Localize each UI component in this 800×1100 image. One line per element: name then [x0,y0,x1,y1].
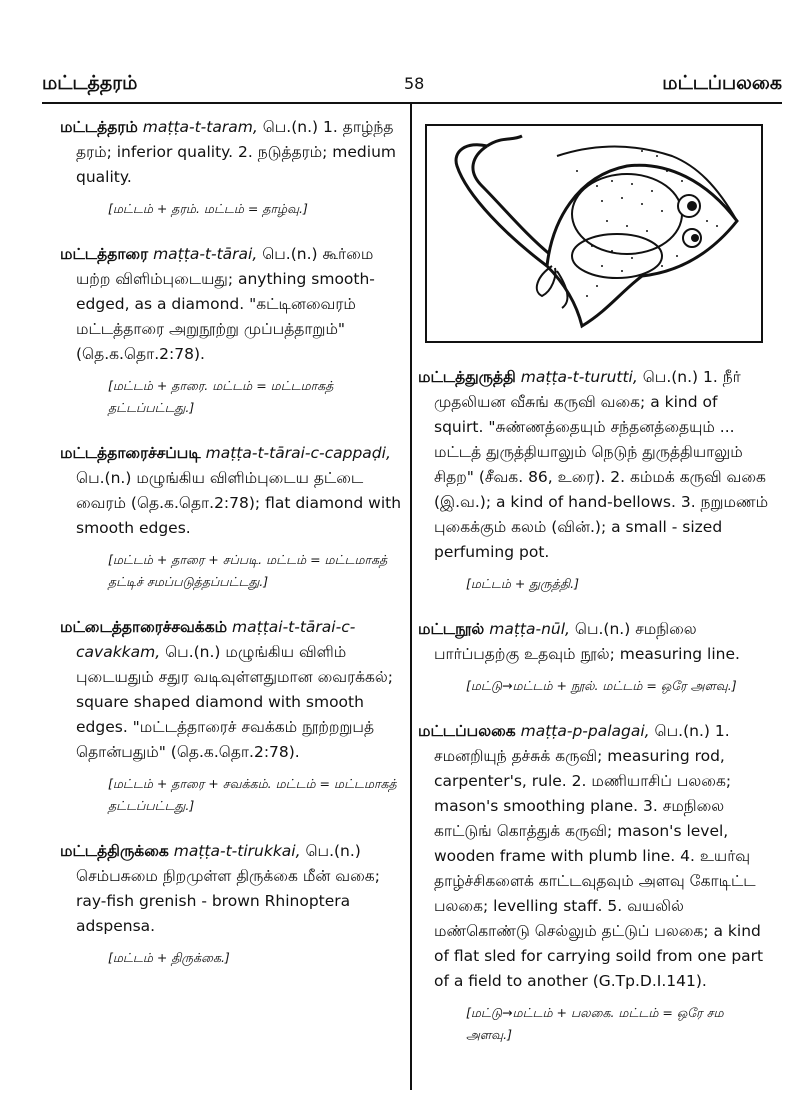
headword: மட்டத்தரம் [60,118,138,136]
headword: மட்டத்திருக்கை [60,842,169,860]
transliteration: maṭṭa-t-taram, [142,118,258,136]
etymology: [மட்டு→மட்டம் + நூல். மட்டம் = ஒரே அளவு.] [466,678,737,693]
left-column [60,115,408,991]
headword: மட்டத்தாரை [60,245,149,263]
dictionary-entry [60,615,408,765]
part-of-speech: பெ.(n.) [305,842,361,860]
definition: செம்பசுமை நிறமுள்ள திருக்கை மீன் வகை; ray-fish grenish - brown Rhinoptera adspensa. [76,867,380,935]
dictionary-entry [418,365,770,565]
column-divider [410,103,412,1090]
headword: மட்டப்பலகை [418,722,516,740]
header-rule [42,102,782,104]
etymology: [மட்டு→மட்டம் + பலகை. மட்டம் = ஒரே சம அளவு.] [466,1005,724,1042]
etymology: [மட்டம் + திருக்கை.] [108,950,230,965]
dictionary-entry [60,839,408,939]
part-of-speech: பெ.(n.) [642,368,699,386]
headword: மட்டநூல் [418,620,485,638]
dictionary-entry [418,719,770,994]
right-column [418,365,770,1068]
definition: மழுங்கிய விளிம்புடைய தட்டை வைரம் (தெ.க.தொ.2:78); flat diamond with smooth edges. [76,469,402,537]
etymology: [மட்டம் + தரம். மட்டம் = தாழ்வு.] [108,201,308,216]
part-of-speech: பெ.(n.) [574,620,631,638]
dictionary-entry [60,115,408,190]
header-left-guideword: மட்டத்தரம் [42,72,138,94]
part-of-speech: பெ.(n.) [76,469,132,487]
definition: 1. நீர் முதலியன வீசுங் கருவி வகை; a kind of squirt. "சுண்ணத்தையும் சந்தனத்தையும் ... மட்டத் துருத்தியாலும் நெடுந் துருத்தியாலும் சிதற" (சீவக. 86, உரை). 2. கம்மக் கருவி வகை (இ.வ.); a kind of hand-bellows. 3. நறுமணம் புகைக்கும் கலம் (வின்.); a small - sized perfuming pot. [434,368,769,561]
etymology: [மட்டம் + தாரை + சப்படி. மட்டம் = மட்டமாகத் தட்டிச் சமப்படுத்தப்பட்டது.] [108,552,388,589]
headword: மட்டத்தாரைச்சப்படி [60,444,201,462]
page-number: 58 [404,74,425,93]
headword: மட்டைத்தாரைச்சவக்கம் [60,618,228,636]
part-of-speech: பெ.(n.) [165,643,221,661]
definition: சமநிலை பார்ப்பதற்கு உதவும் நூல்; measuring line. [434,620,740,663]
etymology: [மட்டம் + துருத்தி.] [466,576,579,591]
headword: மட்டத்துருத்தி [418,368,516,386]
part-of-speech: பெ.(n.) [654,722,710,740]
definition: 1. சமனறியுந் தச்சுக் கருவி; measuring rod, carpenter's, rule. 2. மணியாசிப் பலகை; mason's smoothing plane. 3. சமநிலை காட்டுங் கொத்துக் கருவி; mason's level, wooden frame with plumb line. 4. உயர்வு தாழ்ச்சிகளைக் காட்டவுதவும் அளவு கோடிட்ட பலகை; levelling staff. 5. வயலில் மண்கொண்டு செல்லும் தட்டுப் பலகை; a kind of flat sled for carrying soild from one part of a field to another (G.Tp.D.I.141). [434,722,764,990]
transliteration: maṭṭai-t-tārai-c-cavakkam, [76,618,356,661]
ray-fish-illustration [425,124,763,343]
transliteration: maṭṭa-t-tirukkai, [173,842,301,860]
part-of-speech: பெ.(n.) [262,245,318,263]
definition: மழுங்கிய விளிம் புடையதும் சதுர வடிவுள்ளதுமான வைரக்கல்; square shaped diamond with smooth edges. "மட்டத்தாரைச் சவக்கம் நூற்றறுபத் தொன்பதும்" (தெ.க.தொ.2:78). [76,643,394,761]
dictionary-entry [418,617,770,667]
page-header [42,72,782,106]
transliteration: maṭṭa-t-tārai-c-cappaḍi, [205,444,391,462]
dictionary-entry [60,242,408,367]
transliteration: maṭṭa-t-turutti, [520,368,638,386]
etymology: [மட்டம் + தாரை. மட்டம் = மட்டமாகத் தட்டப்பட்டது.] [108,378,334,415]
part-of-speech: பெ.(n.) [262,118,319,136]
dictionary-entry [60,441,408,541]
ray-fish-drawing [427,126,761,341]
transliteration: maṭṭa-t-tārai, [153,245,258,263]
definition: 1. தாழ்ந்த தரம்; inferior quality. 2. நடுத்தரம்; medium quality. [76,118,396,186]
definition: கூர்மை யற்ற விளிம்புடையது; anything smooth-edged, as a diamond. "கட்டினவைரம் மட்டத்தாரை அறுநூற்று முப்பத்தாறும்" (தெ.க.தொ.2:78). [76,245,375,363]
header-right-guideword: மட்டப்பலகை [662,72,782,94]
etymology: [மட்டம் + தாரை + சவக்கம். மட்டம் = மட்டமாகத் தட்டப்பட்டது.] [108,776,397,813]
transliteration: maṭṭa-nūl, [489,620,570,638]
transliteration: maṭṭa-p-palagai, [520,722,650,740]
